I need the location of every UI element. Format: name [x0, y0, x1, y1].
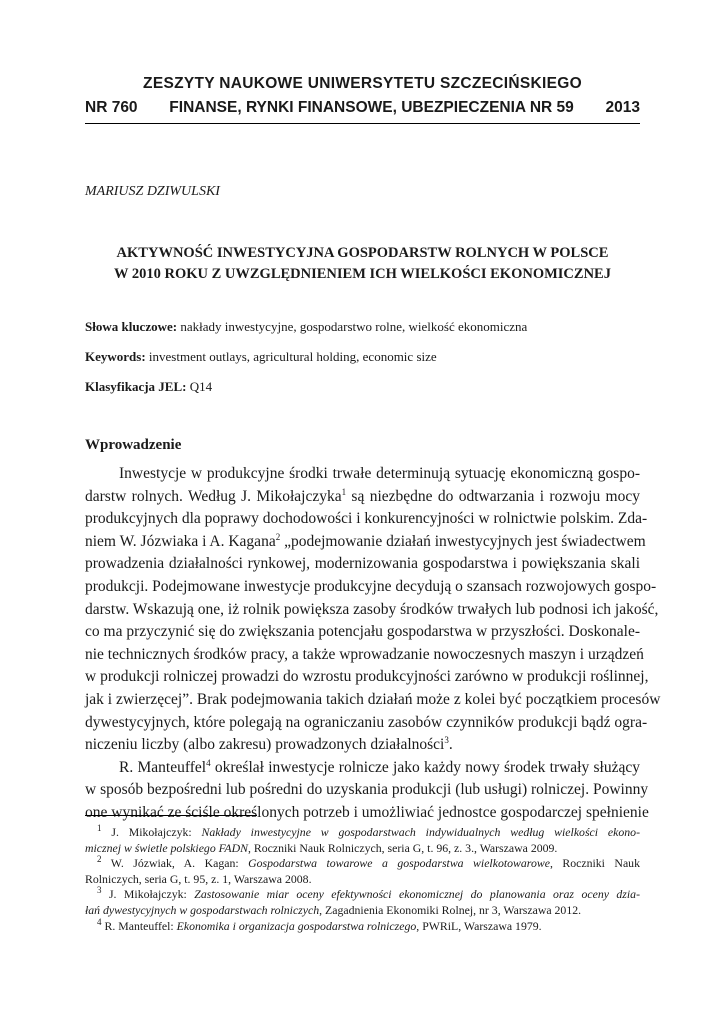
footnote-text: , Zagadnienia Ekonomiki Rolnej, nr 3, Warszawa 2012.: [319, 902, 582, 917]
body-line: [85, 531, 646, 554]
footnote-title: łań dywestycyjnych w gospodarstwach rolniczych: [85, 902, 320, 917]
body-line: nie technicznych środków pracy, a także wprowadzanie nowoczesnych maszyn i urządzeń: [85, 645, 644, 663]
journal-series-line: [85, 99, 640, 117]
body-text-span: darstw rolnych. Według J. Mikołajczyka: [85, 487, 342, 505]
jel-classification: [85, 379, 212, 395]
body-line: [85, 734, 640, 757]
footnote-text: , Roczniki Nauk Rolniczych, seria G, t. 96, z. 3., Warszawa 2009.: [247, 840, 558, 855]
footnotes: [85, 825, 640, 934]
body-line: produkcji. Podejmowane inwestycje produkcyjne decydują o szansach rozwojowych gospo-: [85, 577, 657, 595]
footnote-3-cont: [85, 903, 640, 919]
body-line: jak i zwierzęcej”. Brak podejmowania takich działań może z kolei być początkiem procesów: [85, 690, 661, 708]
footnote-text: R. Manteuffel:: [104, 918, 177, 933]
body-text: [85, 463, 661, 825]
footnote-1: [85, 825, 640, 841]
title-line-2: W 2010 ROKU Z UWZGLĘDNIENIEM ICH WIELKOŚCI EKONOMICZNEJ: [114, 266, 611, 282]
body-line: darstw. Wskazują one, iż rolnik powiększa zasoby środków trwałych lub podnosi ich jakość,: [85, 600, 659, 618]
header-rule: [85, 123, 640, 124]
footnote-1-cont: [85, 841, 640, 857]
body-line: w sposób bezpośredni lub pośredni do uzyskania produkcji (lub usługi) rolniczej. Powinny: [85, 781, 649, 799]
keywords-pl-value: nakłady inwestycyjne, gospodarstwo rolne, wielkość ekonomiczna: [177, 319, 528, 334]
keywords-en: [85, 349, 437, 365]
body-line: [85, 757, 640, 780]
footnote-rule: [85, 815, 257, 816]
body-line: [85, 486, 640, 509]
footnote-title: Zastosowanie miar oceny efektywności ekonomicznej do planowania oraz oceny dzia-: [194, 887, 640, 902]
footnote-text: , Roczniki Nauk: [549, 856, 640, 871]
footnote-title: Ekonomika i organizacja gospodarstwa rolniczego: [176, 918, 417, 933]
jel-label: Klasyfikacja JEL:: [85, 379, 187, 394]
footnote-title: Nakłady inwestycyjne w gospodarstwach indywidualnych według wielkości ekono-: [201, 825, 640, 839]
journal-number: NR 760: [85, 99, 138, 116]
footnote-number: 4: [97, 916, 102, 927]
body-text-span: określał inwestycje rolnicze jako każdy nowy środek trwały służący: [210, 758, 640, 776]
footnote-2: [85, 856, 640, 872]
footnote-ref: 3: [444, 734, 449, 745]
footnote-title: Gospodarstwa towarowe a gospodarstwa wielkotowarowe: [248, 856, 550, 871]
footnote-text: J. Mikołajczyk:: [108, 887, 195, 902]
body-text-span: .: [448, 736, 453, 754]
jel-value: Q14: [186, 379, 213, 394]
body-line: w produkcji rolniczej prowadzi do wzrostu produkcyjności zarówno w produkcji roślinnej,: [85, 668, 649, 686]
footnote-ref: 4: [206, 757, 211, 768]
keywords-pl: [85, 319, 527, 335]
author-name: MARIUSZ DZIWULSKI: [85, 184, 220, 199]
body-line: dywestycyjnych, które polegają na ograniczaniu zasobów czynników produkcji bądź ogra-: [85, 713, 648, 731]
keywords-en-label: Keywords:: [85, 349, 146, 364]
footnote-number: 3: [97, 885, 102, 896]
footnote-text: W. Józwiak, A. Kagan:: [110, 856, 249, 871]
keywords-pl-label: Słowa kluczowe:: [85, 319, 178, 334]
body-text-span: „podejmowanie działań inwestycyjnych jest świadectwem: [280, 532, 646, 550]
footnote-ref: 2: [275, 531, 281, 542]
journal-series: FINANSE, RYNKI FINANSOWE, UBEZPIECZENIA NR 59: [169, 99, 574, 116]
footnote-4: [85, 916, 640, 935]
body-line: prowadzenia działalności rynkowej, modernizowania gospodarstwa i powiększania skali: [85, 555, 640, 573]
journal-title: ZESZYTY NAUKOWE UNIWERSYTETU SZCZECIŃSKIEGO: [143, 75, 582, 92]
footnote-3: [85, 887, 640, 903]
body-line: one wynikać ze ściśle określonych potrzeb i umożliwiać jednostce gospodarczej spełnienie: [85, 803, 649, 821]
section-heading: Wprowadzenie: [85, 437, 182, 453]
footnote-2-cont: Rolniczych, seria G, t. 95, z. 1, Warszawa 2008.: [85, 871, 312, 886]
body-text-span: są niezbędne do odtwarzania i rozwoju mocy: [346, 487, 640, 505]
journal-year: 2013: [605, 99, 640, 116]
footnote-ref: 1: [341, 486, 347, 497]
body-text-span: R. Manteuffel: [119, 758, 207, 776]
body-text-span: niczeniu liczby (albo zakresu) prowadzonych działalności: [85, 736, 445, 754]
body-line: Inwestycje w produkcyjne środki trwałe determinują sytuację ekonomiczną gospo-: [119, 465, 640, 482]
body-line: produkcyjnych dla poprawy dochodowości i konkurencyjności w rolnictwie polskim. Zda-: [85, 510, 648, 528]
footnote-number: 2: [97, 854, 102, 865]
footnote-number: 1: [97, 823, 102, 834]
footnote-text: J. Mikołajczyk:: [111, 825, 202, 839]
keywords-en-value: investment outlays, agricultural holding, economic size: [145, 349, 437, 364]
body-line: co ma przyczynić się do zwiększania potencjału gospodarstwa w przyszłości. Doskonale-: [85, 623, 640, 641]
footnote-text: , PWRiL, Warszawa 1979.: [416, 918, 542, 933]
paper-title: [85, 243, 640, 285]
footnote-title: micznej w świetle polskiego FADN: [85, 840, 248, 855]
title-line-1: AKTYWNOŚĆ INWESTYCYJNA GOSPODARSTW ROLNYCH W POLSCE: [116, 245, 609, 261]
body-text-span: niem W. Józwiaka i A. Kagana: [85, 532, 276, 550]
